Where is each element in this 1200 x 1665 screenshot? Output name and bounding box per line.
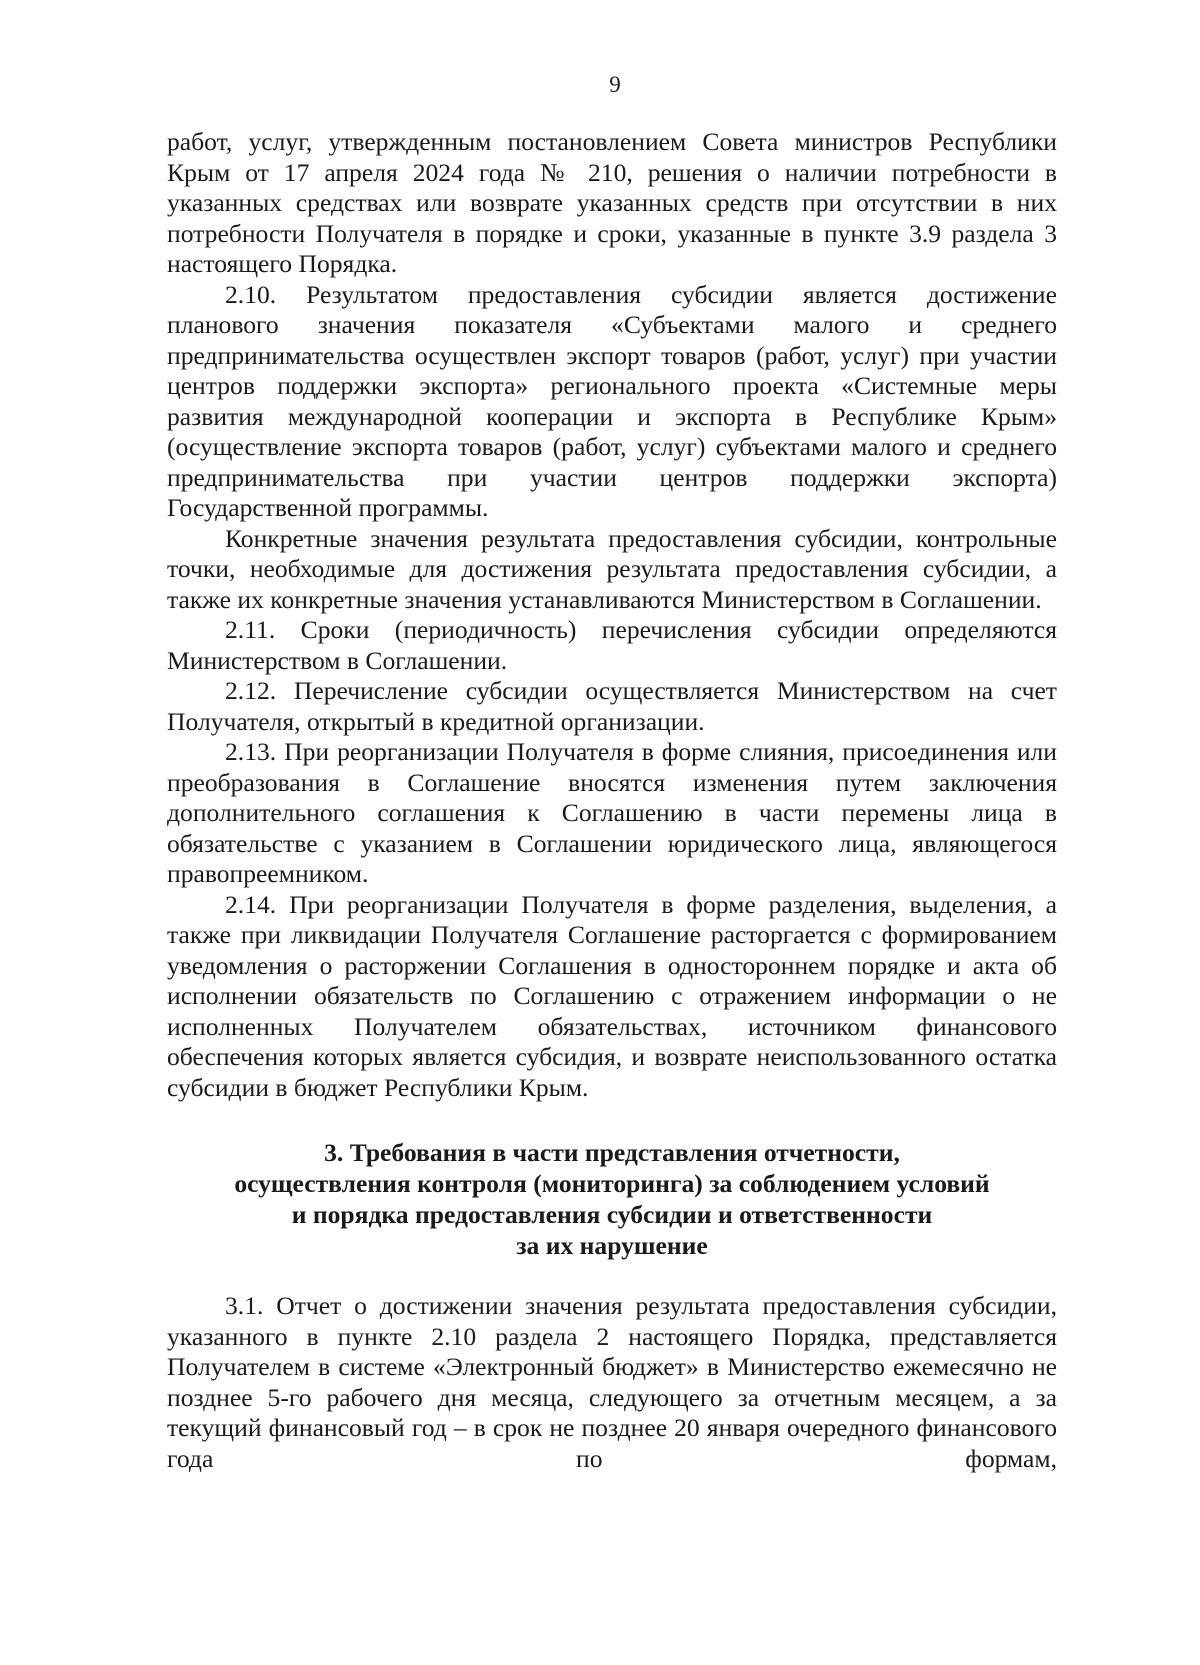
paragraph-3-1: 3.1. Отчет о достижении значения результата предоставления субсидии, указанного в пункте 2.10 раздела 2 настоящего Порядка, представляется Получателем в системе «Электронный бюджет» в Министерство ежемесячно не позднее 5-го рабочего дня месяца, следующего за отчетным месяцем, а за текущий финансовый год – в срок не позднее 20 января очередного финансового года по формам,	[167, 1291, 1057, 1473]
section-heading-line: осуществления контроля (мониторинга) за соблюдением условий	[234, 1169, 990, 1198]
paragraph-2-13: 2.13. При реорганизации Получателя в форме слияния, присоединения или преобразования в Соглашение вносятся изменения путем заключения дополнительного соглашения к Соглашению в части перемены лица в обязательстве с указанием в Соглашении юридического лица, являющегося правопреемником.	[167, 737, 1057, 888]
paragraph-2-12: 2.12. Перечисление субсидии осуществляется Министерством на счет Получателя, открытый в кредитной организации.	[167, 676, 1057, 736]
paragraph-continuation: работ, услуг, утвержденным постановлением Совета министров Республики Крым от 17 апреля 2024 года № 210, решения о наличии потребности в указанных средствах или возврате указанных средств при отсутствии в них потребности Получателя в порядке и сроки, указанные в пункте 3.9 раздела 3 настоящего Порядка.	[167, 127, 1057, 278]
page-number: 9	[609, 72, 621, 97]
paragraph-2-14: 2.14. При реорганизации Получателя в форме разделения, выделения, а также при ликвидации Получателя Соглашение расторгается с формированием уведомления о расторжении Соглашения в одностороннем порядке и акта об исполнении обязательств по Соглашению с отражением информации о не исполненных Получателем обязательствах, источником финансового обеспечения которых является субсидия, и возврате неиспользованного остатка субсидии в бюджет Республики Крым.	[167, 889, 1057, 1102]
paragraph-2-11: 2.11. Сроки (периодичность) перечисления субсидии определяются Министерством в Соглашении.	[167, 615, 1057, 675]
section-heading-line: за их нарушение	[516, 1231, 708, 1260]
paragraph-2-10: 2.10. Результатом предоставления субсидии является достижение планового значения показателя «Субъектами малого и среднего предпринимательства осуществлен экспорт товаров (работ, услуг) при участии центров поддержки экспорта» регионального проекта «Системные меры развития международной кооперации и экспорта в Республике Крым» (осуществление экспорта товаров (работ, услуг) субъектами малого и среднего предпринимательства при участии центров поддержки экспорта) Государственной программы.	[167, 279, 1057, 522]
section-heading-line: и порядка предоставления субсидии и ответственности	[291, 1200, 933, 1229]
paragraph-result-values: Конкретные значения результата предоставления субсидии, контрольные точки, необходимые для достижения результата предоставления субсидии, а также их конкретные значения устанавливаются Министерством в Соглашении.	[167, 523, 1057, 614]
section-3-heading	[167, 1137, 1057, 1261]
document-body	[167, 127, 1057, 1474]
section-heading-line: 3. Требования в части представления отчетности,	[324, 1138, 900, 1167]
